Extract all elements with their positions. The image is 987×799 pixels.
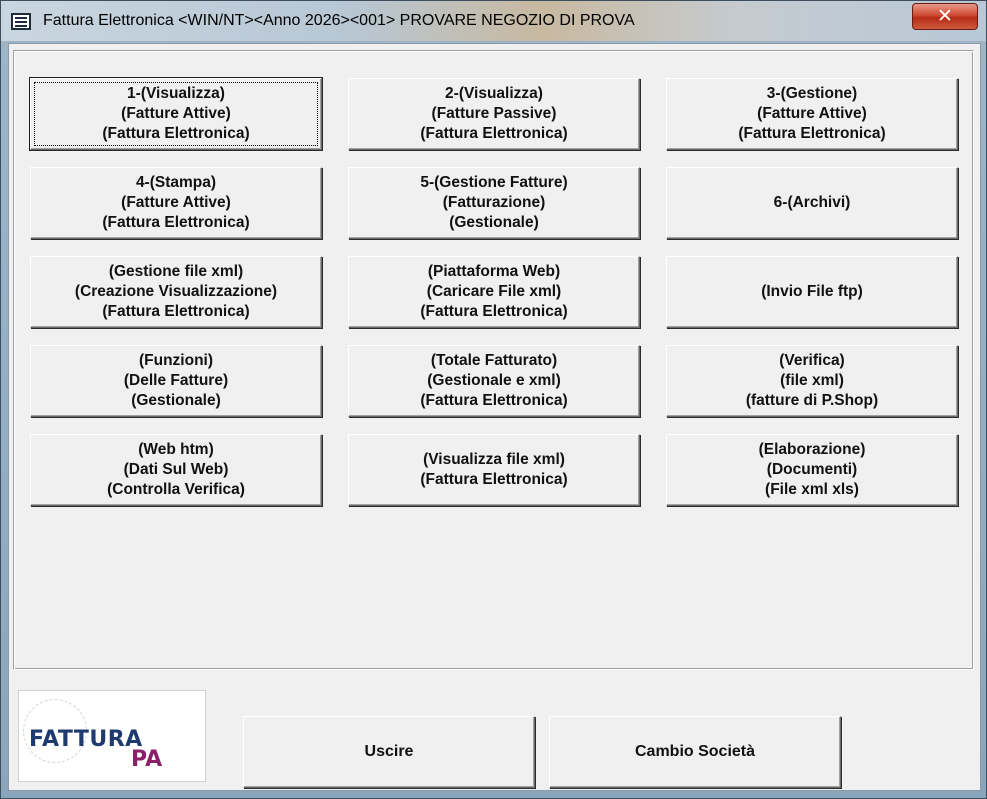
button-line: (file xml) — [780, 372, 844, 389]
verifica-file-xml-button[interactable] — [666, 345, 958, 417]
web-htm-button[interactable] — [30, 434, 322, 506]
exit-button[interactable]: Uscire — [243, 716, 535, 788]
button-line: (Fatturazione) — [442, 194, 546, 211]
button-line: 5-(Gestione Fatture) — [420, 174, 568, 191]
button-line: (Fattura Elettronica) — [738, 125, 886, 142]
button-line: (Fattura Elettronica) — [102, 303, 250, 320]
window-title: Fattura Elettronica <WIN/NT><Anno 2026><001> PROVARE NEGOZIO DI PROVA — [43, 12, 635, 29]
change-company-button[interactable]: Cambio Società — [549, 716, 841, 788]
button-line: (Web htm) — [138, 441, 214, 458]
button-line: (Caricare File xml) — [426, 283, 562, 300]
visualizza-fatture-attive-button[interactable] — [30, 78, 322, 150]
button-line: (Gestione file xml) — [108, 263, 244, 280]
button-line: (Creazione Visualizzazione) — [74, 283, 278, 300]
button-line: (Fattura Elettronica) — [420, 303, 568, 320]
visualizza-file-xml-button[interactable] — [348, 434, 640, 506]
button-line: 6-(Archivi) — [773, 194, 851, 211]
button-line: (Fattura Elettronica) — [420, 125, 568, 142]
button-line: (Totale Fatturato) — [430, 352, 558, 369]
button-line: (Delle Fatture) — [123, 372, 229, 389]
logo-wordmark: FATTURA — [29, 727, 143, 752]
button-line: 3-(Gestione) — [766, 85, 858, 102]
button-line: (Piattaforma Web) — [427, 263, 561, 280]
button-line: (Verifica) — [779, 352, 845, 369]
button-line: (Controlla Verifica) — [107, 481, 245, 498]
button-line: (File xml xls) — [765, 481, 859, 498]
button-line: (Gestionale) — [131, 392, 221, 409]
piattaforma-web-button[interactable] — [348, 256, 640, 328]
app-window-icon[interactable] — [11, 13, 31, 30]
elaborazione-documenti-button[interactable] — [666, 434, 958, 506]
button-line: (Fattura Elettronica) — [102, 214, 250, 231]
fatturapa-logo — [18, 690, 206, 782]
invio-file-ftp-button[interactable] — [666, 256, 958, 328]
stampa-fatture-attive-button[interactable] — [30, 167, 322, 239]
logo-pa-mark: PA — [131, 747, 163, 772]
close-button[interactable]: ✕ — [912, 3, 978, 30]
button-line: (Funzioni) — [138, 352, 214, 369]
button-line: (Documenti) — [766, 461, 858, 478]
gestione-fatture-button[interactable] — [348, 167, 640, 239]
button-line: (fatture di P.Shop) — [745, 392, 879, 409]
button-line: (Visualizza file xml) — [423, 451, 565, 468]
button-line: 2-(Visualizza) — [445, 85, 543, 102]
main-panel — [8, 43, 981, 791]
visualizza-fatture-passive-button[interactable] — [348, 78, 640, 150]
funzioni-fatture-button[interactable] — [30, 345, 322, 417]
gestione-fatture-attive-button[interactable] — [666, 78, 958, 150]
totale-fatturato-button[interactable] — [348, 345, 640, 417]
gestione-file-xml-button[interactable] — [30, 256, 322, 328]
button-line: (Elaborazione) — [758, 441, 866, 458]
button-line: (Invio File ftp) — [761, 283, 863, 300]
button-line: (Fattura Elettronica) — [420, 392, 568, 409]
button-line: 1-(Visualizza) — [127, 85, 225, 102]
button-line: (Fatture Attive) — [757, 105, 867, 122]
title-bar[interactable] — [1, 1, 986, 41]
button-line: (Gestionale e xml) — [427, 372, 561, 389]
button-line: (Fattura Elettronica) — [102, 125, 250, 142]
menu-button-group — [13, 50, 974, 670]
button-line: 4-(Stampa) — [135, 174, 217, 191]
button-line: (Fatture Attive) — [121, 194, 231, 211]
archivi-button[interactable] — [666, 167, 958, 239]
button-line: (Gestionale) — [449, 214, 539, 231]
button-line: (Dati Sul Web) — [123, 461, 229, 478]
button-line: (Fatture Attive) — [121, 105, 231, 122]
button-line: (Fattura Elettronica) — [420, 471, 568, 488]
button-line: (Fatture Passive) — [431, 105, 557, 122]
